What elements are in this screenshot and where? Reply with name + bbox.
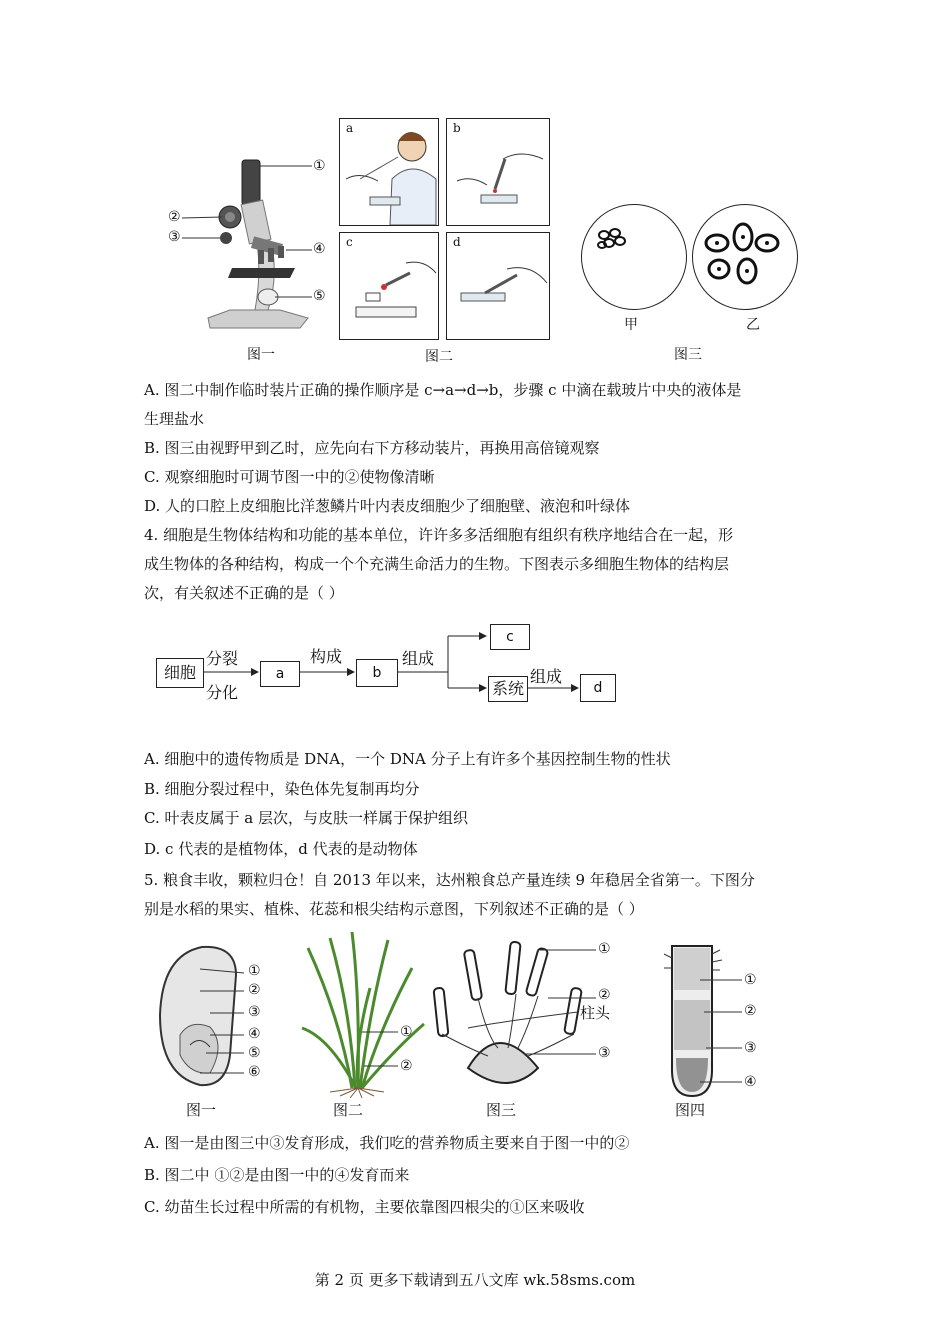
q5-option-a: A. 图一是由图三中③发育形成，我们吃的营养物质主要来自于图一中的② <box>144 1134 630 1152</box>
view-jia-cells <box>582 205 686 309</box>
person-scraping-cheek-icon <box>340 119 438 225</box>
q4-option-d: D. c 代表的是植物体，d 代表的是动物体 <box>144 840 418 858</box>
view-label-jia: 甲 <box>624 317 638 333</box>
q3-option-a-line1: A. 图二中制作临时装片正确的操作顺序是 c→a→d→b，步骤 c 中滴在载玻片中央的液体是 <box>144 381 742 399</box>
flow-a-label: a <box>275 666 285 682</box>
view-yi-cells <box>693 205 797 309</box>
microscope-label-4: ④ <box>313 241 326 257</box>
flow-system-box <box>488 676 528 702</box>
flower-label-2: ② <box>598 987 611 1003</box>
q5-option-b: B. 图二中 ①②是由图一中的④发育而来 <box>144 1166 410 1184</box>
root-label-3: ③ <box>744 1040 757 1056</box>
microscope-label-2: ② <box>168 209 181 225</box>
root-label-4: ④ <box>744 1074 757 1090</box>
dropping-stain-icon <box>447 119 549 225</box>
q5-stem-line2: 别是水稻的果实、植株、花蕊和根尖结构示意图，下列叙述不正确的是（ ） <box>144 900 644 918</box>
rice-grain-figure <box>140 935 280 1095</box>
flow-c-label: c <box>506 629 514 645</box>
root-label-2: ② <box>744 1003 757 1019</box>
flow-divide-label: 分裂 <box>206 649 239 668</box>
stigma-label: 柱头 <box>580 1004 611 1022</box>
flow-d-box <box>580 674 616 702</box>
cover-slip-icon <box>447 233 549 339</box>
q3-option-a-line2: 生理盐水 <box>144 410 205 428</box>
grain-label-5: ⑤ <box>248 1045 261 1061</box>
grain-label-2: ② <box>248 982 261 998</box>
flow-compose1-label: 组成 <box>402 649 435 668</box>
microscope-label-1: ① <box>313 158 326 174</box>
q4-stem-line2: 成生物体的各种结构，构成一个个充满生命活力的生物。下图表示多细胞生物体的结构层 <box>144 555 730 573</box>
grain-label-4: ④ <box>248 1026 261 1042</box>
plant-label-2: ② <box>400 1058 413 1074</box>
flow-d-label: d <box>593 680 603 696</box>
view-label-yi: 乙 <box>746 317 760 333</box>
flow-cell-label: 细胞 <box>163 663 196 682</box>
flower-label-3: ③ <box>598 1045 611 1061</box>
plant-label-1: ① <box>400 1024 413 1040</box>
flower-label-1: ① <box>598 941 611 957</box>
root-label-1: ① <box>744 972 757 988</box>
view-yi-circle <box>692 204 798 310</box>
flow-constitute-label: 构成 <box>310 647 343 666</box>
caption-fig1: 图一 <box>247 347 275 363</box>
flow-b-box <box>356 659 398 687</box>
panel-letter-d: d <box>453 235 461 249</box>
flow-compose2-label: 组成 <box>530 667 563 686</box>
slide-step-panel-a <box>339 118 439 226</box>
panel-letter-b: b <box>453 121 461 135</box>
rice-plant-figure <box>300 928 430 1098</box>
grain-label-6: ⑥ <box>248 1064 261 1080</box>
slide-step-panel-c <box>339 232 439 340</box>
flow-system-label: 系统 <box>491 679 524 698</box>
grain-label-1: ① <box>248 963 261 979</box>
q4-stem-line1: 4. 细胞是生物体结构和功能的基本单位，许许多多活细胞有组织有秩序地结合在一起，形 <box>144 526 734 544</box>
q4-option-b: B. 细胞分裂过程中，染色体先复制再均分 <box>144 780 420 798</box>
q4-option-c: C. 叶表皮属于 a 层次，与皮肤一样属于保护组织 <box>144 809 468 827</box>
q4-option-a: A. 细胞中的遗传物质是 DNA，一个 DNA 分子上有许多个基因控制生物的性状 <box>144 750 671 768</box>
flow-a-box <box>260 661 300 687</box>
microscope-label-3: ③ <box>168 229 181 245</box>
q5-caption-fig4: 图四 <box>674 1101 705 1119</box>
q4-stem-line3: 次，有关叙述不正确的是（ ） <box>144 584 344 602</box>
dropper-drop-icon <box>340 233 438 339</box>
flow-cell-box <box>156 658 204 688</box>
flow-b-label: b <box>372 665 382 681</box>
structure-hierarchy-diagram <box>150 620 630 710</box>
q3-option-b: B. 图三由视野甲到乙时，应先向右下方移动装片，再换用高倍镜观察 <box>144 439 600 457</box>
q3-option-d: D. 人的口腔上皮细胞比洋葱鳞片叶内表皮细胞少了细胞壁、液泡和叶绿体 <box>144 497 631 515</box>
slide-step-panel-b <box>446 118 550 226</box>
q3-option-c: C. 观察细胞时可调节图一中的②使物像清晰 <box>144 468 435 486</box>
grain-label-3: ③ <box>248 1004 261 1020</box>
page-footer: 第 2 页 更多下载请到五八文库 wk.58sms.com <box>314 1271 636 1289</box>
view-jia-circle <box>581 204 687 310</box>
slide-step-panel-d <box>446 232 550 340</box>
q5-stem-line1: 5. 粮食丰收，颗粒归仓！自 2013 年以来，达州粮食总产量连续 9 年稳居全省第一。下图分 <box>144 871 755 889</box>
caption-fig2: 图二 <box>425 349 453 365</box>
root-tip-figure <box>660 940 770 1100</box>
caption-fig3: 图三 <box>674 347 702 363</box>
flow-differentiate-label: 分化 <box>206 683 239 702</box>
flow-c-box <box>490 624 530 650</box>
q5-caption-fig2: 图二 <box>332 1101 363 1119</box>
panel-letter-c: c <box>346 235 353 249</box>
panel-letter-a: a <box>346 121 354 135</box>
rice-flower-figure <box>428 938 628 1098</box>
microscope-label-5: ⑤ <box>313 288 326 304</box>
q5-option-c: C. 幼苗生长过程中所需的有机物，主要依靠图四根尖的①区来吸收 <box>144 1198 585 1216</box>
q5-caption-fig3: 图三 <box>485 1101 516 1119</box>
q5-caption-fig1: 图一 <box>185 1101 216 1119</box>
